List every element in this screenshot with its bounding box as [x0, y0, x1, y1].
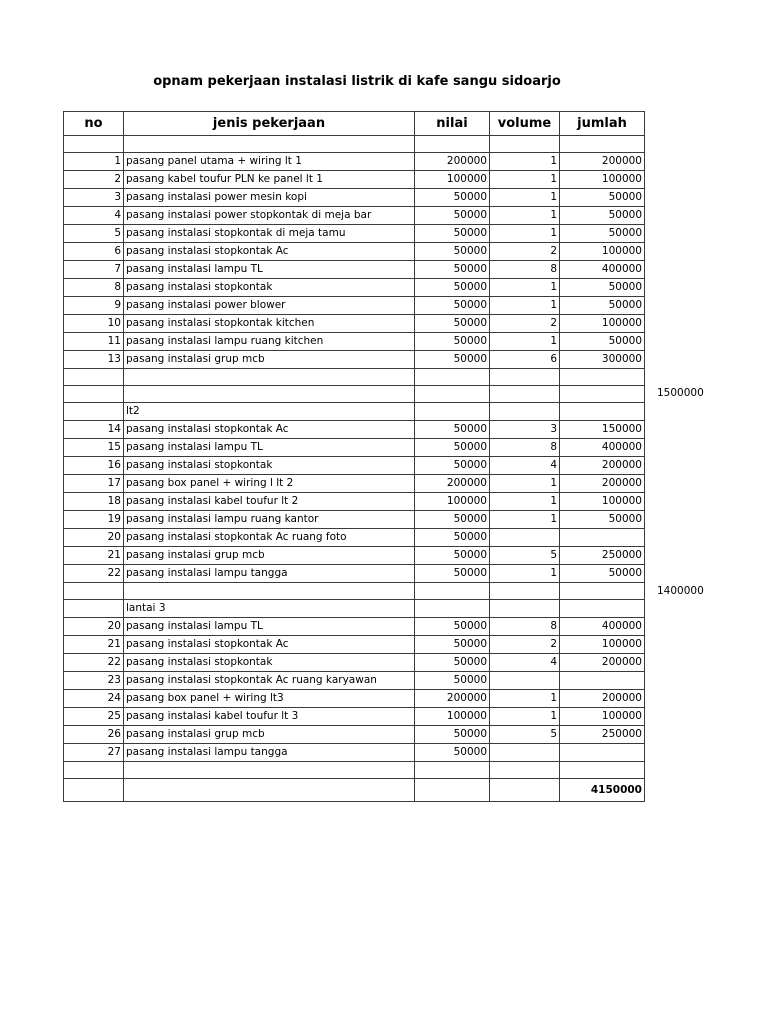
cell-jumlah: 400000 [560, 618, 645, 636]
table-row [64, 351, 645, 369]
cell-jumlah: 50000 [560, 279, 645, 297]
cell-nilai: 50000 [415, 636, 490, 654]
cell-job: pasang instalasi stopkontak kitchen [124, 315, 415, 333]
table-row [64, 636, 645, 654]
cell-jumlah: 200000 [560, 690, 645, 708]
table-row [64, 547, 645, 565]
cell-jumlah: 200000 [560, 654, 645, 672]
table-row [64, 153, 645, 171]
cell-jumlah: 200000 [560, 153, 645, 171]
cell-no: 6 [64, 243, 124, 261]
cell-no: 24 [64, 690, 124, 708]
cell-job: pasang instalasi lampu ruang kitchen [124, 333, 415, 351]
cell-job [124, 583, 415, 600]
cell-nilai: 50000 [415, 189, 490, 207]
cell-jumlah: 300000 [560, 351, 645, 369]
cell-job: lantai 3 [124, 600, 415, 618]
table-row [64, 279, 645, 297]
cell-no: 20 [64, 529, 124, 547]
cell-jumlah [560, 583, 645, 600]
table-row [64, 600, 645, 618]
cell-job: pasang instalasi lampu TL [124, 439, 415, 457]
cell-volume: 1 [490, 153, 560, 171]
cell-no: 13 [64, 351, 124, 369]
cell-no: 2 [64, 171, 124, 189]
cell-nilai [415, 583, 490, 600]
cell-nilai: 50000 [415, 333, 490, 351]
cell-nilai: 50000 [415, 618, 490, 636]
cell-job: pasang instalasi stopkontak Ac ruang foto [124, 529, 415, 547]
cell-jumlah [560, 369, 645, 386]
table-row [64, 583, 645, 600]
cell-volume: 8 [490, 261, 560, 279]
table-row [64, 243, 645, 261]
subtotal-lt2: 1400000 [657, 585, 704, 597]
cell-no: 3 [64, 189, 124, 207]
cell-nilai [415, 136, 490, 153]
cell-volume: 5 [490, 726, 560, 744]
cell-volume: 1 [490, 189, 560, 207]
cell-volume [490, 744, 560, 762]
header-no: no [64, 112, 124, 136]
cell-job: pasang instalasi lampu TL [124, 618, 415, 636]
cell-nilai [415, 762, 490, 779]
cell-no: 23 [64, 672, 124, 690]
cell-jumlah [560, 672, 645, 690]
cell-jumlah: 150000 [560, 421, 645, 439]
work-table [63, 111, 645, 802]
cell-volume: 1 [490, 297, 560, 315]
cell-jumlah: 250000 [560, 547, 645, 565]
cell-job: pasang instalasi lampu tangga [124, 565, 415, 583]
cell-volume [490, 600, 560, 618]
cell-volume: 1 [490, 493, 560, 511]
cell-job: pasang instalasi grup mcb [124, 726, 415, 744]
cell-job: pasang kabel toufur PLN ke panel lt 1 [124, 171, 415, 189]
cell-volume: 2 [490, 636, 560, 654]
table-row [64, 439, 645, 457]
cell-job: lt2 [124, 403, 415, 421]
cell-no: 4 [64, 207, 124, 225]
cell-no: 20 [64, 618, 124, 636]
cell-volume [490, 672, 560, 690]
table-row [64, 511, 645, 529]
grand-total: 4150000 [560, 779, 645, 802]
cell-no: 26 [64, 726, 124, 744]
cell-nilai: 50000 [415, 744, 490, 762]
cell-job: pasang instalasi power stopkontak di meja bar [124, 207, 415, 225]
table-row [64, 297, 645, 315]
cell-no: 17 [64, 475, 124, 493]
table-row [64, 618, 645, 636]
header-job: jenis pekerjaan [124, 112, 415, 136]
table-row [64, 493, 645, 511]
cell-volume: 1 [490, 333, 560, 351]
cell-nilai: 50000 [415, 315, 490, 333]
cell-volume: 8 [490, 439, 560, 457]
cell-nilai: 50000 [415, 297, 490, 315]
cell-volume: 1 [490, 171, 560, 189]
cell-volume [490, 529, 560, 547]
cell-jumlah [560, 744, 645, 762]
header-nilai: nilai [415, 112, 490, 136]
header-volume: volume [490, 112, 560, 136]
cell-jumlah [560, 136, 645, 153]
cell-nilai: 100000 [415, 171, 490, 189]
cell-nilai [415, 403, 490, 421]
total-row [64, 779, 645, 802]
cell-volume [490, 386, 560, 403]
cell-volume: 1 [490, 708, 560, 726]
table-row [64, 744, 645, 762]
cell-jumlah: 200000 [560, 457, 645, 475]
cell-volume [490, 403, 560, 421]
cell-nilai: 50000 [415, 421, 490, 439]
cell-job: pasang instalasi grup mcb [124, 351, 415, 369]
cell-no: 5 [64, 225, 124, 243]
cell-nilai: 50000 [415, 261, 490, 279]
table-row [64, 386, 645, 403]
table-row [64, 315, 645, 333]
table-row [64, 171, 645, 189]
cell-job [124, 136, 415, 153]
table-row [64, 690, 645, 708]
cell-jumlah: 100000 [560, 493, 645, 511]
subtotal-lt1: 1500000 [657, 387, 704, 399]
table-row [64, 726, 645, 744]
cell-no [64, 386, 124, 403]
cell-volume: 1 [490, 565, 560, 583]
cell-volume: 2 [490, 315, 560, 333]
table-row [64, 207, 645, 225]
cell-nilai: 50000 [415, 351, 490, 369]
cell-job: pasang instalasi power blower [124, 297, 415, 315]
cell-no: 18 [64, 493, 124, 511]
cell-jumlah: 400000 [560, 261, 645, 279]
cell-volume: 1 [490, 225, 560, 243]
cell-nilai: 200000 [415, 690, 490, 708]
cell-jumlah [560, 762, 645, 779]
table-row [64, 403, 645, 421]
cell-volume: 5 [490, 547, 560, 565]
cell-no [64, 600, 124, 618]
cell-nilai: 50000 [415, 529, 490, 547]
cell-nilai: 200000 [415, 475, 490, 493]
cell-nilai: 200000 [415, 153, 490, 171]
cell-jumlah: 200000 [560, 475, 645, 493]
page-title: opnam pekerjaan instalasi listrik di kafe sangu sidoarjo [153, 74, 561, 89]
table-row [64, 421, 645, 439]
cell-job: pasang instalasi stopkontak Ac [124, 421, 415, 439]
cell-job: pasang box panel + wiring l lt 2 [124, 475, 415, 493]
cell-jumlah [560, 403, 645, 421]
cell-jumlah: 50000 [560, 565, 645, 583]
cell-no [64, 762, 124, 779]
cell-jumlah: 50000 [560, 189, 645, 207]
cell-no [64, 583, 124, 600]
table-row [64, 136, 645, 153]
cell-volume [490, 136, 560, 153]
table-row [64, 369, 645, 386]
cell-nilai: 50000 [415, 243, 490, 261]
cell-volume [490, 762, 560, 779]
cell-jumlah: 50000 [560, 333, 645, 351]
cell-no: 21 [64, 636, 124, 654]
cell-volume: 2 [490, 243, 560, 261]
cell-jumlah: 100000 [560, 171, 645, 189]
cell-nilai: 100000 [415, 708, 490, 726]
cell-jumlah: 100000 [560, 315, 645, 333]
cell-job: pasang panel utama + wiring lt 1 [124, 153, 415, 171]
cell-job: pasang box panel + wiring lt3 [124, 690, 415, 708]
cell-no: 11 [64, 333, 124, 351]
table-row [64, 762, 645, 779]
cell-nilai: 50000 [415, 565, 490, 583]
cell-no [64, 403, 124, 421]
header-jumlah: jumlah [560, 112, 645, 136]
cell-jumlah [560, 529, 645, 547]
cell-job [124, 762, 415, 779]
cell-no: 9 [64, 297, 124, 315]
cell-volume: 1 [490, 475, 560, 493]
cell-nilai: 50000 [415, 207, 490, 225]
table-row [64, 565, 645, 583]
cell-no: 8 [64, 279, 124, 297]
cell-job [124, 386, 415, 403]
table-row [64, 189, 645, 207]
cell-job: pasang instalasi kabel toufur lt 3 [124, 708, 415, 726]
table-header-row [64, 112, 645, 136]
total-empty-cell [64, 779, 124, 802]
cell-volume [490, 369, 560, 386]
cell-no: 1 [64, 153, 124, 171]
table-row [64, 261, 645, 279]
cell-nilai: 50000 [415, 225, 490, 243]
cell-nilai [415, 600, 490, 618]
cell-volume: 1 [490, 690, 560, 708]
table-row [64, 225, 645, 243]
cell-no: 25 [64, 708, 124, 726]
cell-jumlah [560, 600, 645, 618]
cell-nilai: 50000 [415, 654, 490, 672]
cell-no: 16 [64, 457, 124, 475]
cell-volume: 1 [490, 511, 560, 529]
cell-no: 15 [64, 439, 124, 457]
cell-nilai: 50000 [415, 672, 490, 690]
cell-no: 14 [64, 421, 124, 439]
cell-nilai: 50000 [415, 726, 490, 744]
cell-job: pasang instalasi stopkontak [124, 457, 415, 475]
cell-volume: 4 [490, 457, 560, 475]
cell-jumlah: 250000 [560, 726, 645, 744]
cell-nilai: 50000 [415, 439, 490, 457]
cell-volume: 1 [490, 279, 560, 297]
table-row [64, 672, 645, 690]
cell-job: pasang instalasi stopkontak Ac [124, 243, 415, 261]
cell-job: pasang instalasi stopkontak di meja tamu [124, 225, 415, 243]
cell-nilai [415, 369, 490, 386]
table-row [64, 457, 645, 475]
cell-jumlah: 50000 [560, 297, 645, 315]
cell-nilai: 50000 [415, 279, 490, 297]
cell-nilai: 50000 [415, 457, 490, 475]
cell-nilai [415, 386, 490, 403]
cell-job [124, 369, 415, 386]
table-row [64, 708, 645, 726]
cell-nilai: 100000 [415, 493, 490, 511]
cell-volume: 8 [490, 618, 560, 636]
cell-jumlah [560, 386, 645, 403]
table-row [64, 654, 645, 672]
cell-no [64, 136, 124, 153]
cell-no: 22 [64, 565, 124, 583]
cell-jumlah: 100000 [560, 243, 645, 261]
cell-job: pasang instalasi stopkontak Ac [124, 636, 415, 654]
table-row [64, 529, 645, 547]
cell-job: pasang instalasi lampu tangga [124, 744, 415, 762]
cell-no: 10 [64, 315, 124, 333]
cell-job: pasang instalasi kabel toufur lt 2 [124, 493, 415, 511]
cell-no: 22 [64, 654, 124, 672]
cell-job: pasang instalasi stopkontak [124, 279, 415, 297]
total-empty-cell [415, 779, 490, 802]
cell-no: 7 [64, 261, 124, 279]
cell-jumlah: 50000 [560, 511, 645, 529]
cell-volume: 6 [490, 351, 560, 369]
cell-nilai: 50000 [415, 511, 490, 529]
cell-jumlah: 100000 [560, 636, 645, 654]
cell-no: 27 [64, 744, 124, 762]
cell-no: 21 [64, 547, 124, 565]
total-empty-cell [124, 779, 415, 802]
cell-volume [490, 583, 560, 600]
cell-jumlah: 100000 [560, 708, 645, 726]
table-row [64, 475, 645, 493]
total-empty-cell [490, 779, 560, 802]
cell-job: pasang instalasi power mesin kopi [124, 189, 415, 207]
cell-job: pasang instalasi stopkontak Ac ruang karyawan [124, 672, 415, 690]
cell-no [64, 369, 124, 386]
cell-job: pasang instalasi lampu ruang kantor [124, 511, 415, 529]
cell-job: pasang instalasi stopkontak [124, 654, 415, 672]
cell-volume: 1 [490, 207, 560, 225]
cell-job: pasang instalasi grup mcb [124, 547, 415, 565]
cell-jumlah: 50000 [560, 225, 645, 243]
cell-job: pasang instalasi lampu TL [124, 261, 415, 279]
cell-volume: 4 [490, 654, 560, 672]
cell-no: 19 [64, 511, 124, 529]
cell-jumlah: 400000 [560, 439, 645, 457]
cell-jumlah: 50000 [560, 207, 645, 225]
cell-nilai: 50000 [415, 547, 490, 565]
table-row [64, 333, 645, 351]
cell-volume: 3 [490, 421, 560, 439]
